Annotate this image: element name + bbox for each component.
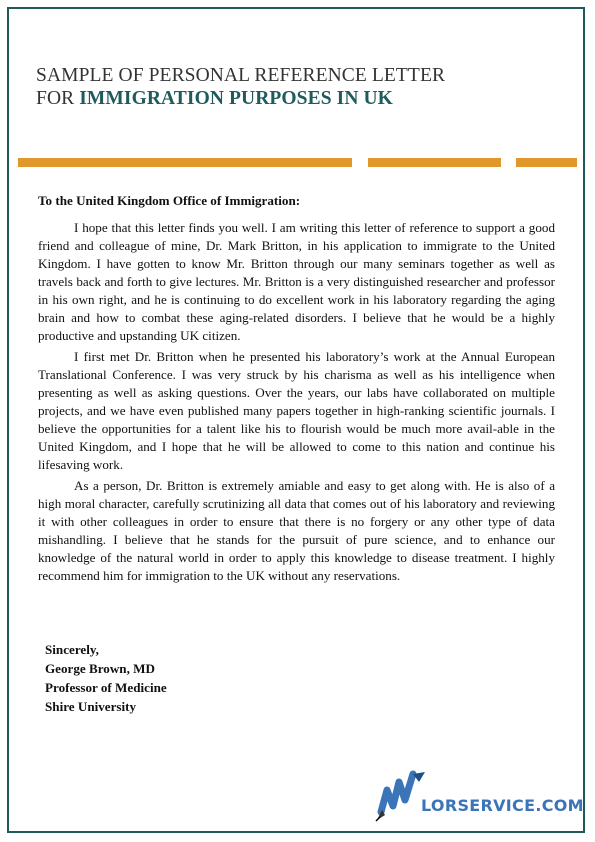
signature-block xyxy=(45,640,167,716)
brand-logo-text: LORSERVICE.COM xyxy=(421,796,584,815)
signature-closing: Sincerely, xyxy=(45,642,99,657)
document-title xyxy=(36,64,556,110)
accent-bar-1 xyxy=(18,158,352,167)
title-line-2 xyxy=(36,87,556,110)
title-line-2-emphasis: IMMIGRATION PURPOSES IN UK xyxy=(79,88,393,109)
letter-paragraph-1: I hope that this letter finds you well. I am writing this letter of reference to support a good friend and colleague of mine, Dr. Mark Britton, in his application to immigrate to the United Kingdom. I have gotten to know Mr. Britton through our many seminars together as well as travels back and forth to give lectures. Mr. Britton is a very distinguished researcher and professor in his own right, and he is continuing to do excellent work in his laboratory regarding the aging brain and how to combat these aging-related disorders. I believe that he would be a highly productive and upstanding UK citizen. xyxy=(38,220,555,343)
letter-paragraph-2: I first met Dr. Britton when he presented his laboratory’s work at the Annual European Translational Conference. I was very struck by his charisma as well as his intelligence when presenting as well as asking questions. Over the years, our labs have collaborated on multiple projects, and we have even published many papers together in high-ranking scientific journals. I believe the opportunities for a talent like his to flourish would be much more avail-able in the United Kingdom, and I hope that he will be allowed to come to this nation and continue his lifesaving work. xyxy=(38,349,555,472)
signature-institution: Shire University xyxy=(45,699,137,714)
signature-name: George Brown, MD xyxy=(45,661,155,676)
signature-position: Professor of Medicine xyxy=(45,680,167,695)
accent-bar-3 xyxy=(516,158,577,167)
accent-bar-2 xyxy=(368,158,501,167)
brand-logo xyxy=(373,770,584,826)
letter-salutation: To the United Kingdom Office of Immigration: xyxy=(38,193,301,208)
title-line-2-prefix: FOR xyxy=(36,88,80,109)
letter-body xyxy=(38,192,555,588)
title-line-1: SAMPLE OF PERSONAL REFERENCE LETTER xyxy=(36,65,446,86)
letter-paragraph-3: As a person, Dr. Britton is extremely amiable and easy to get along with. He is also of a high moral character, carefully scrutinizing all data that comes out of his laboratory and reviewing it with other colleagues in order to ensure that there is no forgery or any other type of data mishandling. I believe that he stands for the pursuit of pure science, and to enhance our knowledge of the natural world in order to apply this knowledge to disease treatment. I highly recommend him for immigration to the UK without any reservations. xyxy=(38,478,555,583)
